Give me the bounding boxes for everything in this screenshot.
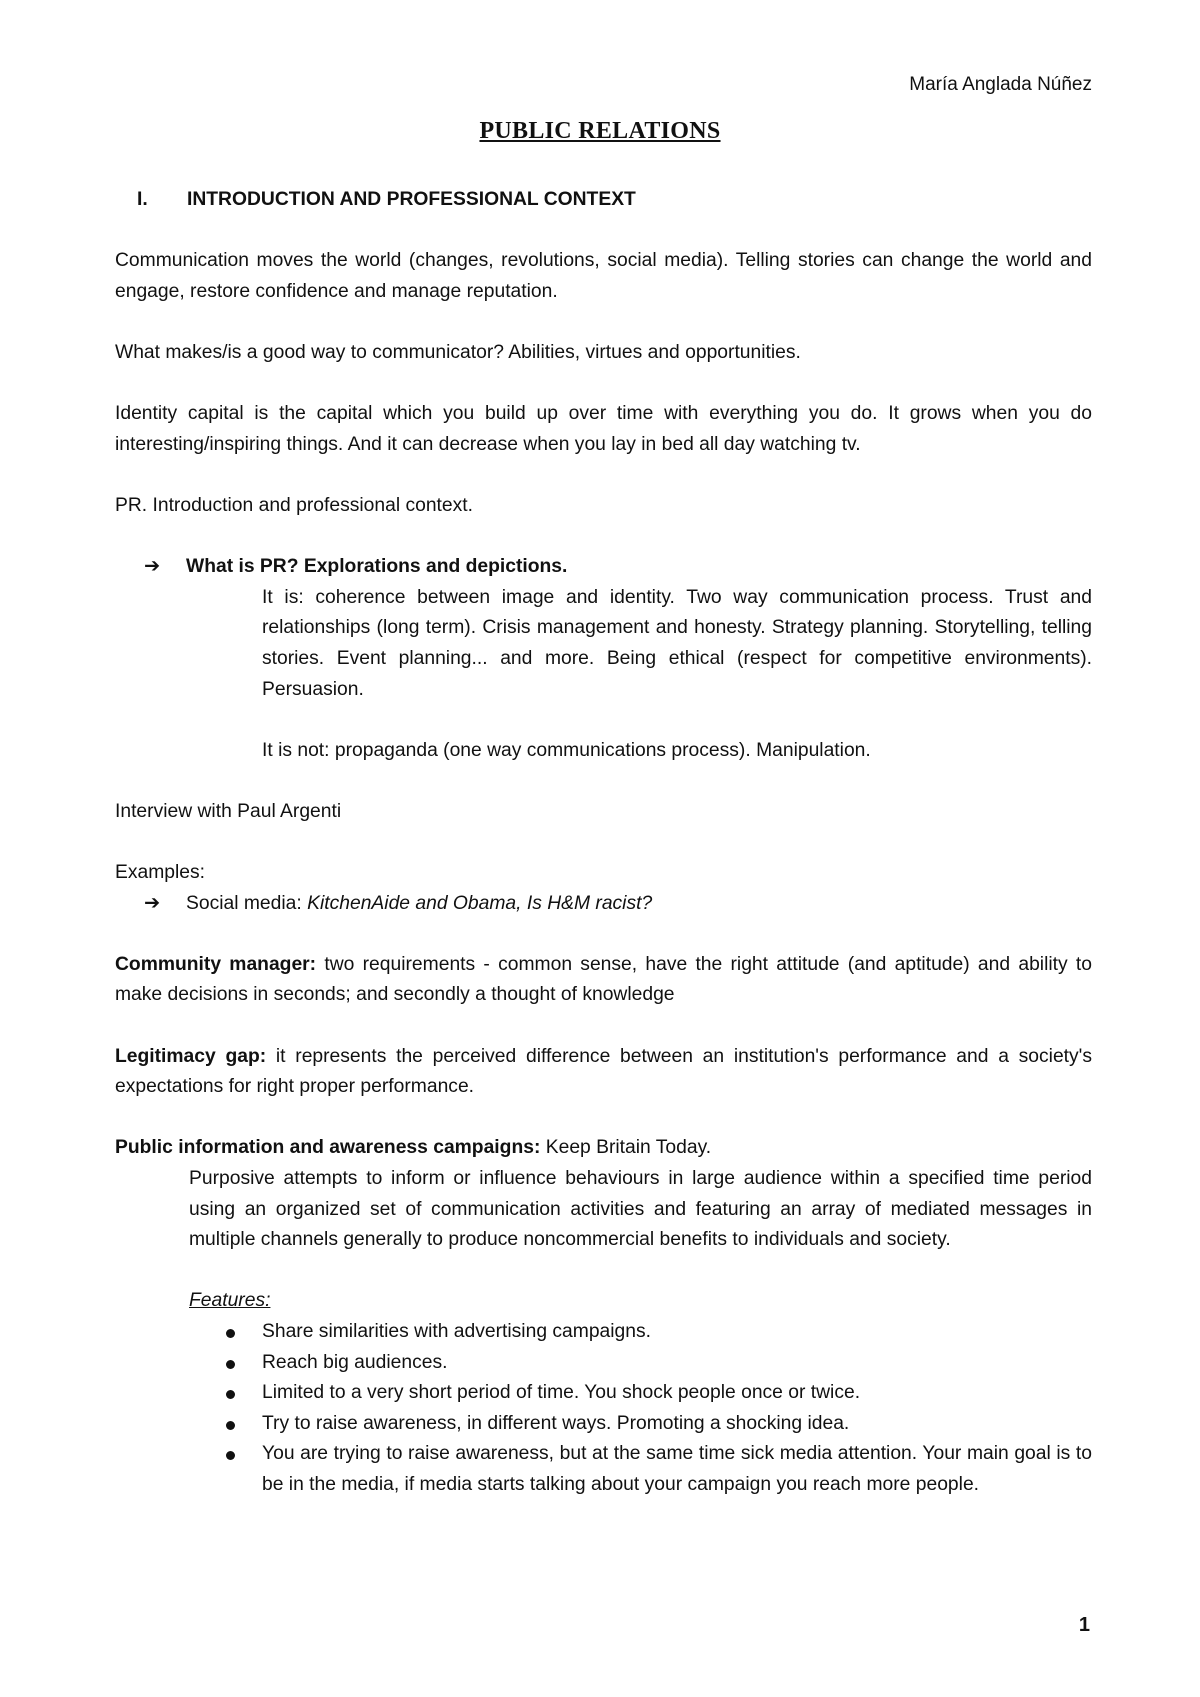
community-manager-paragraph (115, 950, 1092, 1011)
section-heading (115, 185, 1092, 216)
author-name: María Anglada Núñez (909, 74, 1092, 95)
paragraph-pr-intro: PR. Introduction and professional context. (115, 494, 473, 516)
list-item: You are trying to raise awareness, but at the same time sick media attention. Your main goal is to be in the media, if media starts talking about your campaign you reach more people. (224, 1439, 1092, 1500)
section-title: INTRODUCTION AND PROFESSIONAL CONTEXT (187, 189, 636, 210)
examples-label: Examples: (115, 862, 206, 884)
paragraph-communicator: What makes/is a good way to communicator? Abilities, virtues and opportunities. (115, 341, 801, 363)
legitimacy-gap-term: Legitimacy gap: (115, 1045, 267, 1067)
arrow-icon: ➔ (144, 892, 161, 914)
list-item: Share similarities with advertising campaigns. (224, 1317, 1092, 1348)
bullet-icon (226, 1390, 235, 1399)
legitimacy-gap-text: it represents the perceived difference between an institution's performance and a society's expectations for right proper performance. (115, 1045, 1092, 1098)
interview-line: Interview with Paul Argenti (115, 800, 342, 822)
list-item: Limited to a very short period of time. You shock people once or twice. (224, 1378, 1092, 1409)
legitimacy-gap-paragraph (115, 1042, 1092, 1103)
pr-it-is-not: It is not: propaganda (one way communications process). Manipulation. (262, 739, 871, 761)
campaigns-text: Keep Britain Today. (540, 1137, 712, 1159)
campaigns-term: Public information and awareness campaigns: (115, 1137, 541, 1159)
list-item: Try to raise awareness, in different ways. Promoting a shocking idea. (224, 1409, 1092, 1440)
document-title: PUBLIC RELATIONS (479, 118, 721, 144)
page-number: 1 (1078, 1614, 1090, 1636)
document-body (115, 185, 1092, 1501)
what-is-pr-heading (115, 552, 1092, 583)
paragraph-identity-capital: Identity capital is the capital which you build up over time with everything you do. It grows when you do interesting/inspiring things. And it can decrease when you lay in bed all day watching tv. (115, 403, 1092, 455)
arrow-icon: ➔ (144, 556, 161, 578)
campaigns-paragraph (115, 1133, 1092, 1164)
community-manager-term: Community manager: (115, 953, 317, 975)
examples-prefix: Social media: (186, 892, 308, 914)
paragraph-communication: Communication moves the world (changes, revolutions, social media). Telling stories can change the world and engage, restore confidence and manage reputation. (115, 250, 1092, 302)
community-manager-text: two requirements - common sense, have the right attitude (and aptitude) and ability to make decisions in seconds; and secondly a thought of knowledge (115, 953, 1092, 1006)
campaigns-definition: Purposive attempts to inform or influence behaviours in large audience within a specified time period using an organized set of communication activities and featuring an array of mediated messages in multiple channels generally to produce noncommercial benefits to individuals and society. (189, 1168, 1092, 1251)
what-is-pr-title: What is PR? Explorations and depictions. (186, 556, 568, 578)
pr-it-is: It is: coherence between image and identity. Two way communication process. Trust and relationships (long term). Crisis management and honesty. Strategy planning. Storytelling, telling stories. Event planning... and more. Being ethical (respect for competitive environments). Persuasion. (262, 586, 1092, 700)
bullet-icon (226, 1451, 235, 1460)
section-number: I. (137, 189, 148, 210)
bullet-icon (226, 1329, 235, 1338)
features-label: Features: (189, 1290, 271, 1312)
bullet-icon (226, 1421, 235, 1430)
features-list (115, 1317, 1092, 1501)
bullet-icon (226, 1360, 235, 1369)
examples-items: KitchenAide and Obama, Is H&M racist? (307, 892, 653, 914)
list-item: Reach big audiences. (224, 1348, 1092, 1379)
examples-item (115, 889, 1092, 920)
